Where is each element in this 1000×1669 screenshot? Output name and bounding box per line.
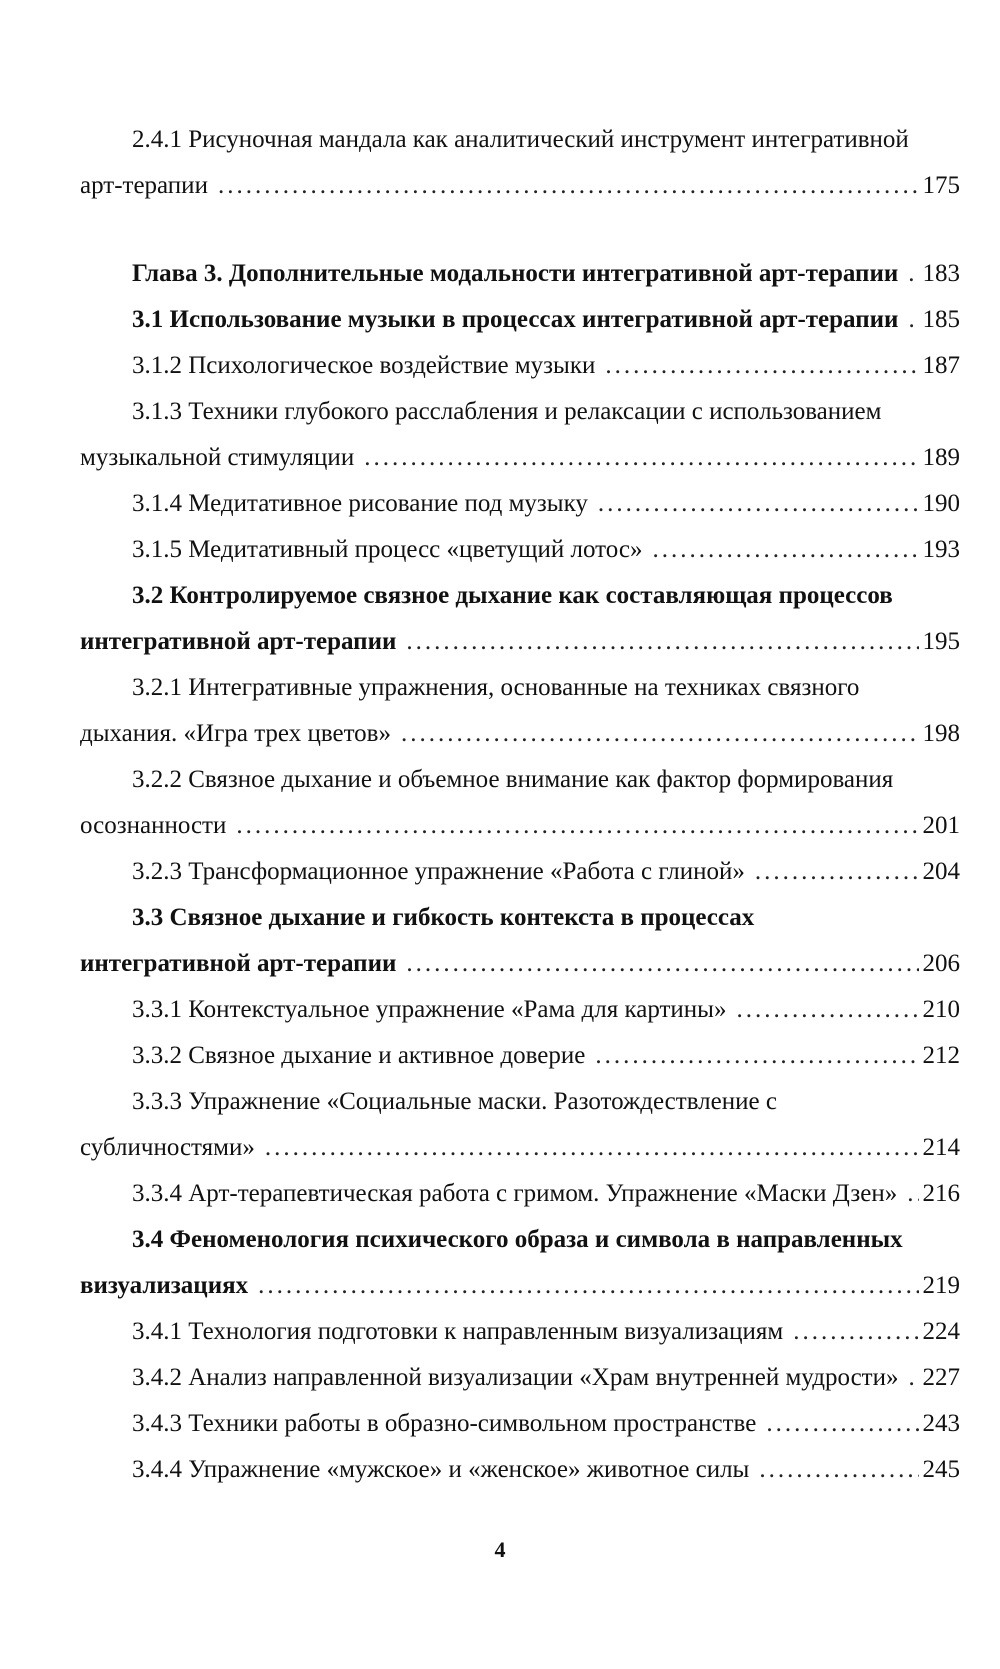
toc-entry-title: арт-терапии: [80, 172, 208, 199]
toc-entry[interactable]: [80, 527, 960, 573]
toc-entry-line: [80, 803, 960, 849]
dot-leader: [595, 1033, 918, 1079]
toc-entry-title: 3.1.2 Психологическое воздействие музыки: [132, 352, 596, 379]
toc-entry-title: 3.4.4 Упражнение «мужское» и «женское» животное силы: [132, 1456, 750, 1483]
page-number: 4: [494, 1537, 506, 1562]
toc-entry-title: 3.1 Использование музыки в процессах интегративной арт-терапии: [132, 306, 899, 333]
toc-entry-page-number: 187: [922, 352, 960, 379]
toc-entry-line: [80, 941, 960, 987]
toc-entry[interactable]: [80, 573, 960, 665]
toc-entry-title-first-line: 3.2.2 Связное дыхание и объемное внимание как фактор формирования: [132, 766, 894, 793]
toc-entry[interactable]: [80, 849, 960, 895]
toc-entry[interactable]: [80, 987, 960, 1033]
toc-entry-page-number: 193: [922, 536, 960, 563]
toc-entry-title: 3.3.1 Контекстуальное упражнение «Рама для картины»: [132, 996, 727, 1023]
dot-leader: [793, 1309, 918, 1355]
toc-entry[interactable]: [80, 1401, 960, 1447]
chapter-gap: [80, 209, 960, 251]
toc-entry-page-number: 227: [922, 1364, 960, 1391]
toc-entry-line: [80, 987, 960, 1033]
toc-entry[interactable]: [80, 1309, 960, 1355]
toc-entry-line: [80, 849, 960, 895]
toc-entry-page-number: 206: [922, 950, 960, 977]
toc-entry-title: дыхания. «Игра трех цветов»: [80, 720, 391, 747]
toc-entry[interactable]: [80, 1079, 960, 1171]
toc-entry-page-number: 195: [922, 628, 960, 655]
toc-entry-title: 3.4.3 Техники работы в образно-символьном пространстве: [132, 1410, 757, 1437]
dot-leader: [258, 1263, 918, 1309]
toc-entry-line: [80, 1401, 960, 1447]
toc-entry-line: [80, 1309, 960, 1355]
toc-entry-page-number: 201: [922, 812, 960, 839]
toc-entry[interactable]: [80, 251, 960, 297]
toc-entry-title: субличностями»: [80, 1134, 255, 1161]
dot-leader: [406, 619, 918, 665]
dot-leader: [406, 941, 918, 987]
toc-entry-line: [80, 1263, 960, 1309]
dot-leader: [605, 343, 918, 389]
toc-entry-title: интегративной арт-терапии: [80, 628, 397, 655]
dot-leader: [401, 711, 919, 757]
toc-entry[interactable]: [80, 1355, 960, 1401]
toc-entry-title-first-line: 3.2 Контролируемое связное дыхание как составляющая процессов: [132, 582, 893, 609]
toc-entry-page-number: 183: [922, 260, 960, 287]
toc-entry-line: [80, 163, 960, 209]
toc-entry-line: [80, 481, 960, 527]
toc-entry-line: [80, 297, 960, 343]
toc-entry-title: 3.4.2 Анализ направленной визуализации «Храм внутренней мудрости»: [132, 1364, 899, 1391]
toc-entry[interactable]: [80, 297, 960, 343]
toc-entry-page-number: 243: [922, 1410, 960, 1437]
toc-entry-title-first-line: 2.4.1 Рисуночная мандала как аналитический инструмент интегративной: [132, 126, 909, 153]
toc-entry[interactable]: [80, 1033, 960, 1079]
toc-entry-title: интегративной арт-терапии: [80, 950, 397, 977]
toc-entry[interactable]: [80, 389, 960, 481]
dot-leader: [908, 1355, 918, 1401]
toc-entry-title: 3.3.2 Связное дыхание и активное доверие: [132, 1042, 586, 1069]
toc-entry-page-number: 245: [922, 1456, 960, 1483]
dot-leader: [598, 481, 919, 527]
dot-leader: [364, 435, 918, 481]
toc-entry-page-number: 185: [922, 306, 960, 333]
toc-entry-title-first-line: 3.3 Связное дыхание и гибкость контекста в процессах: [132, 904, 755, 931]
toc-entry-title: 3.4.1 Технология подготовки к направленным визуализациям: [132, 1318, 784, 1345]
dot-leader: [236, 803, 918, 849]
toc-entry-title: музыкальной стимуляции: [80, 444, 355, 471]
toc-entry-page-number: 212: [922, 1042, 960, 1069]
dot-leader: [908, 297, 918, 343]
toc-entry[interactable]: [80, 343, 960, 389]
toc-entry-title-first-line: 3.3.3 Упражнение «Социальные маски. Разотождествление с: [132, 1088, 777, 1115]
toc-entry-title: Глава 3. Дополнительные модальности интегративной арт-терапии: [132, 260, 899, 287]
toc-entry-page-number: 219: [922, 1272, 960, 1299]
toc-entry[interactable]: [80, 665, 960, 757]
toc-entry-title: 3.1.5 Медитативный процесс «цветущий лотос»: [132, 536, 643, 563]
toc-entry-line: [80, 1033, 960, 1079]
dot-leader: [736, 987, 918, 1033]
toc-entry-title-first-line: 3.2.1 Интегративные упражнения, основанные на техниках связного: [132, 674, 860, 701]
toc-entry-line: [80, 527, 960, 573]
toc-entry-line: [80, 251, 960, 297]
toc-entry-page-number: 190: [922, 490, 960, 517]
toc-entry[interactable]: [80, 117, 960, 209]
dot-leader: [218, 163, 919, 209]
toc-entry-title-first-line: 3.4 Феноменология психического образа и символа в направленных: [132, 1226, 903, 1253]
toc-entry[interactable]: [80, 481, 960, 527]
toc-entry-line: [80, 619, 960, 665]
toc-entry-title: 3.1.4 Медитативное рисование под музыку: [132, 490, 588, 517]
toc-entry-title: 3.2.3 Трансформационное упражнение «Работа с глиной»: [132, 858, 745, 885]
toc-entry[interactable]: [80, 895, 960, 987]
toc-entry[interactable]: [80, 757, 960, 849]
toc-entry-line: [80, 343, 960, 389]
toc-entry-page-number: 210: [922, 996, 960, 1023]
dot-leader: [755, 849, 919, 895]
table-of-contents: [80, 117, 960, 1493]
toc-entry-page-number: 224: [922, 1318, 960, 1345]
toc-entry-title: 3.3.4 Арт-терапевтическая работа с гримом. Упражнение «Маски Дзен»: [132, 1180, 898, 1207]
toc-entry[interactable]: [80, 1171, 960, 1217]
dot-leader: [652, 527, 918, 573]
dot-leader: [766, 1401, 918, 1447]
toc-entry-line: [80, 711, 960, 757]
toc-entry-title-first-line: 3.1.3 Техники глубокого расслабления и релаксации с использованием: [132, 398, 882, 425]
toc-entry-title: осознанности: [80, 812, 227, 839]
toc-entry[interactable]: [80, 1217, 960, 1309]
dot-leader: [759, 1447, 918, 1493]
toc-entry-page-number: 216: [922, 1180, 960, 1207]
toc-entry-line: [80, 1171, 960, 1217]
toc-entry-line: [80, 1125, 960, 1171]
toc-entry-line: [80, 1355, 960, 1401]
toc-entry-page-number: 175: [922, 172, 960, 199]
toc-entry-line: [80, 435, 960, 481]
dot-leader: [908, 251, 918, 297]
toc-entry[interactable]: [80, 1447, 960, 1493]
toc-entry-title: визуализациях: [80, 1272, 249, 1299]
toc-entry-line: [80, 1447, 960, 1493]
toc-entry-page-number: 204: [922, 858, 960, 885]
dot-leader: [265, 1125, 919, 1171]
toc-entry-page-number: 214: [922, 1134, 960, 1161]
dot-leader: [907, 1171, 918, 1217]
toc-entry-page-number: 198: [922, 720, 960, 747]
toc-entry-page-number: 189: [922, 444, 960, 471]
